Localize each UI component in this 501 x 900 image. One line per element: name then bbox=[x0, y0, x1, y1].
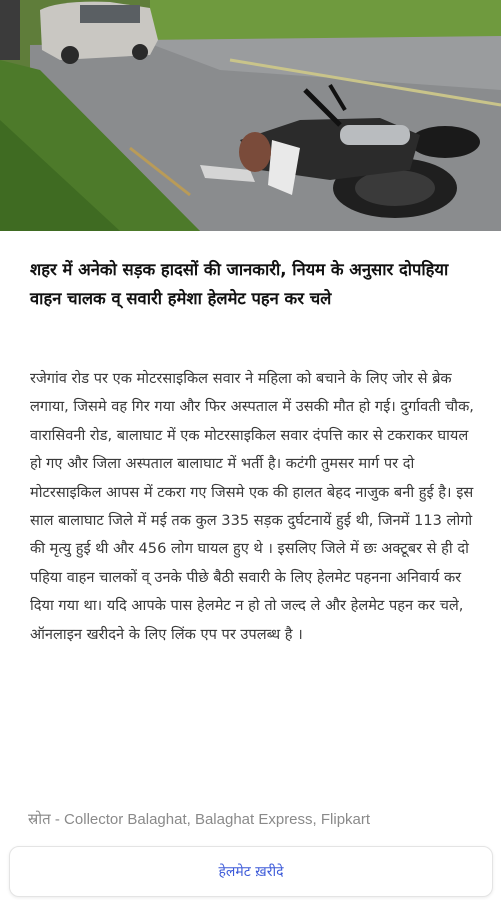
article-body: रजेगांव रोड पर एक मोटरसाइकिल सवार ने महिला को बचाने के लिए जोर से ब्रेक लगाया, जिसमे वह गिर गया और फिर अस्पताल में उसकी मौत हो गई। दुर्गावती चौक, वारासिवनी रोड, बालाघाट में एक मोटरसाइकिल सवार दंपत्ति कार से टकराकर घायल हो गए और जिला अस्पताल बालाघाट में भर्ती है। कटंगी तुमसर मार्ग पर दो मोटरसाइकिल आपस में टकरा गए जिसमे एक की हालत बेहद नाजुक बनी हुई है। इस साल बालाघाट जिले में मई तक कुल 335 सड़क दुर्घटनायें हुई थी, जिनमें 113 लोगो की मृत्यु हुई थी और 456 लोग घायल हुए थे । इसलिए जिले में छः अक्टूबर से ही दो पहिया वाहन चालकों व् उनके पीछे बैठी सवारी के लिए हेलमेट पहनना अनिवार्य कर दिया गया था। यदि आपके पास हेलमेट न हो तो जल्द ले और हेलमेट पहन कर चले, ऑनलाइन खरीदने के लिए लिंक एप पर उपलब्ध है । bbox=[30, 370, 474, 643]
accident-photo bbox=[0, 0, 501, 231]
buy-helmet-button[interactable]: हेलमेट ख़रीदे bbox=[9, 846, 493, 897]
article-headline: शहर में अनेको सड़क हादसों की जानकारी, नियम के अनुसार दोपहिया वाहन चालक व् सवारी हमेशा हेलमेट पहन कर चले bbox=[30, 260, 449, 308]
article-source: स्रोत - Collector Balaghat, Balaghat Express, Flipkart bbox=[28, 811, 371, 828]
car-image bbox=[40, 2, 158, 64]
